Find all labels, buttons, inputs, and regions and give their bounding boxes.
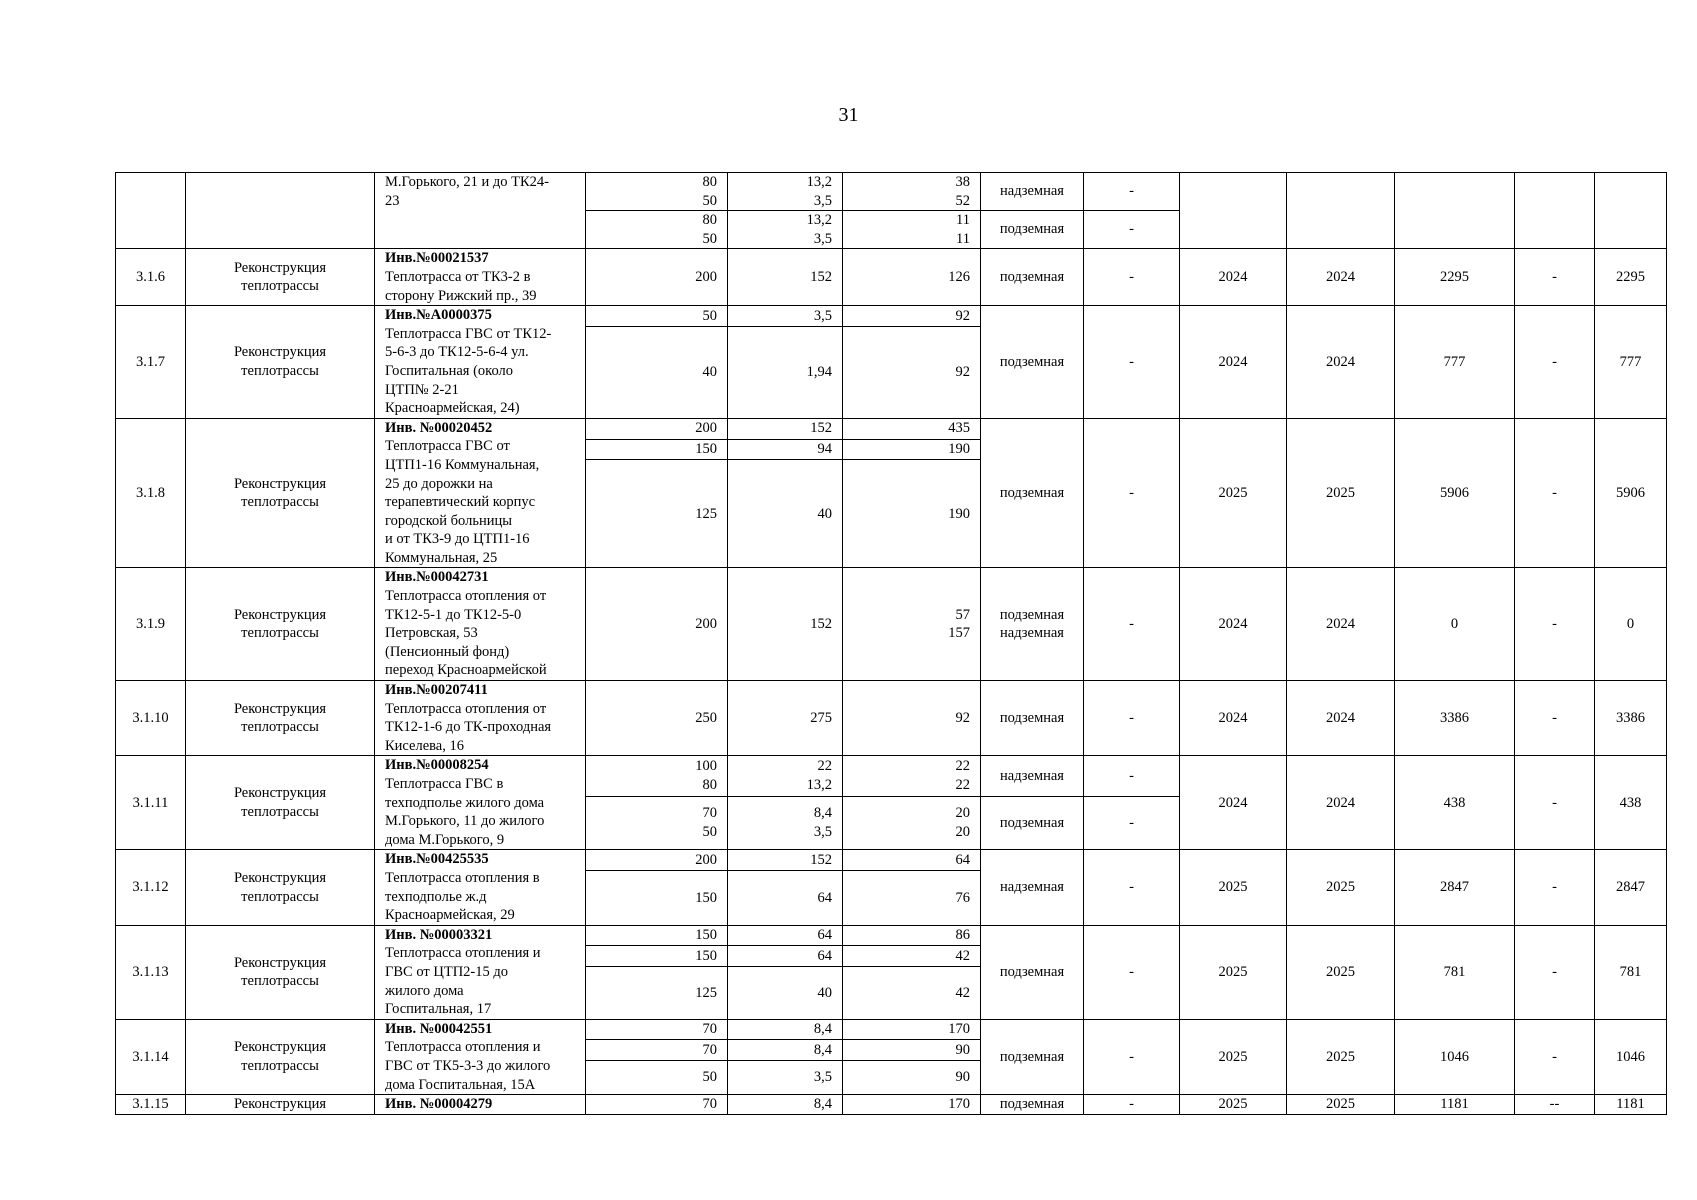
object-description [375, 418, 586, 568]
cost-value: 438 [1395, 756, 1515, 850]
diameter-value: 150 [586, 946, 728, 967]
length-value: 38 52 [843, 173, 981, 211]
start-year: 2024 [1180, 306, 1287, 419]
work-type: Реконструкция теплотрассы [186, 850, 375, 925]
length-value: 170 [843, 1095, 981, 1115]
work-type: Реконструкция теплотрассы [186, 249, 375, 306]
thickness-value: 8,4 [728, 1040, 843, 1061]
work-type: Реконструкция теплотрассы [186, 306, 375, 419]
dash-cell: - [1084, 1095, 1180, 1115]
object-description [375, 568, 586, 681]
item-number: 3.1.11 [116, 756, 186, 850]
end-year: 2025 [1287, 925, 1395, 1019]
dash-cell: - [1084, 681, 1180, 756]
diameter-value: 50 [586, 306, 728, 327]
total-value: 1181 [1595, 1095, 1667, 1115]
extra-value: -- [1515, 1095, 1595, 1115]
total-value [1595, 173, 1667, 249]
diameter-value: 80 50 [586, 173, 728, 211]
object-description [375, 850, 586, 925]
work-type: Реконструкция теплотрассы [186, 1019, 375, 1094]
extra-value: - [1515, 249, 1595, 306]
description-line: М.Горького, 21 и до ТК24- [385, 174, 550, 190]
description-line: 23 [385, 192, 400, 209]
length-value: 170 [843, 1019, 981, 1040]
table-row [116, 1095, 1667, 1115]
length-value: 435 [843, 418, 981, 439]
inventory-number: Инв.№А0000375 [385, 307, 492, 324]
start-year: 2025 [1180, 925, 1287, 1019]
diameter-value: 70 [586, 1019, 728, 1040]
description-line: жилого дома [385, 982, 464, 999]
start-year: 2024 [1180, 681, 1287, 756]
length-value: 90 [843, 1040, 981, 1061]
end-year: 2024 [1287, 681, 1395, 756]
description-line: 5-6-3 до ТК12-5-6-4 ул. [385, 344, 529, 361]
description-line: Теплотрасса отопления от [385, 700, 547, 717]
thickness-value: 152 [728, 249, 843, 306]
diameter-value: 200 [586, 568, 728, 681]
cost-value: 781 [1395, 925, 1515, 1019]
description-line: терапевтический корпус [385, 494, 536, 511]
thickness-value: 13,2 3,5 [728, 211, 843, 249]
laying-type: подземная [981, 1095, 1084, 1115]
dash-cell: - [1084, 925, 1180, 1019]
inventory-number: Инв.№00008254 [385, 757, 489, 774]
total-value: 2847 [1595, 850, 1667, 925]
length-value: 86 [843, 925, 981, 946]
laying-type: надземная [981, 173, 1084, 211]
inventory-number: Инв.№00425535 [385, 851, 489, 868]
length-value: 42 [843, 967, 981, 1020]
description-line: и от ТК3-9 до ЦТП1-16 [385, 531, 530, 548]
description-line: Красноармейская, 24) [385, 400, 520, 417]
length-value: 90 [843, 1061, 981, 1095]
start-year [1180, 173, 1287, 249]
extra-value: - [1515, 681, 1595, 756]
work-type [186, 173, 375, 249]
thickness-value: 275 [728, 681, 843, 756]
description-line: Теплотрасса от ТК3-2 в [385, 268, 531, 285]
length-value: 126 [843, 249, 981, 306]
description-line: техподполье жилого дома [385, 794, 545, 811]
diameter-value: 80 50 [586, 211, 728, 249]
table-row [116, 850, 1667, 871]
item-number [116, 173, 186, 249]
end-year: 2025 [1287, 850, 1395, 925]
diameter-value: 150 [586, 871, 728, 925]
cost-value: 0 [1395, 568, 1515, 681]
dash-cell: - [1084, 1019, 1180, 1094]
item-number: 3.1.12 [116, 850, 186, 925]
inventory-number: Инв. №00004279 [385, 1096, 493, 1113]
thickness-value: 152 [728, 850, 843, 871]
table-row [116, 249, 1667, 306]
laying-type: подземная надземная [981, 568, 1084, 681]
description-line: ГВС от ЦТП2-15 до [385, 963, 509, 980]
thickness-value: 64 [728, 871, 843, 925]
thickness-value: 13,2 3,5 [728, 173, 843, 211]
laying-type: подземная [981, 681, 1084, 756]
diameter-value: 50 [586, 1061, 728, 1095]
total-value: 5906 [1595, 418, 1667, 568]
laying-type: подземная [981, 306, 1084, 419]
description-line: переход Красноармейской [385, 662, 547, 679]
extra-value: - [1515, 418, 1595, 568]
total-value: 777 [1595, 306, 1667, 419]
description-line: ЦТП1-16 Коммунальная, [385, 456, 540, 473]
description-line: Коммунальная, 25 [385, 549, 498, 566]
length-value: 92 [843, 681, 981, 756]
thickness-value: 22 13,2 [728, 756, 843, 796]
description-line: Петровская, 53 [385, 625, 478, 642]
object-description [375, 925, 586, 1019]
description-line: Теплотрасса отопления и [385, 1039, 541, 1056]
thickness-value: 1,94 [728, 327, 843, 418]
diameter-value: 150 [586, 925, 728, 946]
diameter-value: 70 50 [586, 796, 728, 850]
diameter-value: 100 80 [586, 756, 728, 796]
end-year [1287, 173, 1395, 249]
inventory-number: Инв.№00207411 [385, 682, 488, 699]
table-row [116, 925, 1667, 946]
heat-network-table [115, 172, 1667, 1115]
inventory-number: Инв.№00042731 [385, 569, 489, 586]
description-line: М.Горького, 11 до жилого [385, 813, 545, 830]
description-line: Теплотрасса ГВС от [385, 438, 510, 455]
end-year: 2025 [1287, 1019, 1395, 1094]
description-line: ГВС от ТК5-3-3 до жилого [385, 1057, 551, 1074]
start-year: 2025 [1180, 418, 1287, 568]
description-line: Теплотрасса ГВС от ТК12- [385, 325, 552, 342]
description-line: Теплотрасса ГВС в [385, 776, 504, 792]
diameter-value: 200 [586, 850, 728, 871]
dash-cell: - [1084, 418, 1180, 568]
dash-cell: - [1084, 850, 1180, 925]
length-value: 76 [843, 871, 981, 925]
item-number: 3.1.7 [116, 306, 186, 419]
total-value: 1046 [1595, 1019, 1667, 1094]
item-number: 3.1.10 [116, 681, 186, 756]
description-line: Красноармейская, 29 [385, 907, 515, 924]
dash-cell: - [1084, 756, 1180, 796]
table-row [116, 173, 1667, 211]
diameter-value: 70 [586, 1040, 728, 1061]
cost-value: 1181 [1395, 1095, 1515, 1115]
description-line: сторону Рижский пр., 39 [385, 287, 537, 304]
work-type: Реконструкция теплотрассы [186, 756, 375, 850]
table-row [116, 418, 1667, 439]
diameter-value: 70 [586, 1095, 728, 1115]
description-line: ТК12-1-6 до ТК-проходная [385, 719, 552, 736]
cost-value [1395, 173, 1515, 249]
end-year: 2024 [1287, 249, 1395, 306]
description-line: городской больницы [385, 512, 512, 529]
start-year: 2025 [1180, 1095, 1287, 1115]
description-line: Киселева, 16 [385, 737, 464, 754]
start-year: 2024 [1180, 568, 1287, 681]
cost-value: 1046 [1395, 1019, 1515, 1094]
start-year: 2024 [1180, 756, 1287, 850]
diameter-value: 250 [586, 681, 728, 756]
description-line: Теплотрасса отопления и [385, 945, 541, 962]
object-description [375, 1095, 586, 1115]
end-year: 2024 [1287, 568, 1395, 681]
thickness-value: 40 [728, 967, 843, 1020]
laying-type: подземная [981, 418, 1084, 568]
laying-type: подземная [981, 796, 1084, 850]
thickness-value: 64 [728, 925, 843, 946]
work-type: Реконструкция теплотрассы [186, 568, 375, 681]
diameter-value: 150 [586, 439, 728, 460]
item-number: 3.1.6 [116, 249, 186, 306]
total-value: 2295 [1595, 249, 1667, 306]
total-value: 438 [1595, 756, 1667, 850]
laying-type: надземная [981, 850, 1084, 925]
item-number: 3.1.13 [116, 925, 186, 1019]
table-row [116, 306, 1667, 327]
inventory-number: Инв. №00042551 [385, 1020, 493, 1037]
start-year: 2025 [1180, 1019, 1287, 1094]
start-year: 2024 [1180, 249, 1287, 306]
extra-value: - [1515, 306, 1595, 419]
item-number: 3.1.8 [116, 418, 186, 568]
diameter-value: 125 [586, 967, 728, 1020]
object-description [375, 681, 586, 756]
thickness-value: 152 [728, 568, 843, 681]
object-description [375, 756, 586, 850]
extra-value: - [1515, 756, 1595, 850]
thickness-value: 152 [728, 418, 843, 439]
description-line: ЦТП№ 2-21 [385, 381, 459, 398]
description-line: дома М.Горького, 9 [385, 831, 505, 848]
work-type: Реконструкция теплотрассы [186, 418, 375, 568]
length-value: 11 11 [843, 211, 981, 249]
length-value: 42 [843, 946, 981, 967]
dash-cell: - [1084, 796, 1180, 850]
table-row [116, 756, 1667, 796]
object-description [375, 306, 586, 419]
thickness-value: 3,5 [728, 1061, 843, 1095]
work-type: Реконструкция теплотрассы [186, 925, 375, 1019]
laying-type: подземная [981, 249, 1084, 306]
description-line: Госпитальная, 17 [385, 1001, 492, 1018]
item-number: 3.1.15 [116, 1095, 186, 1115]
table-row [116, 568, 1667, 681]
length-value: 57 157 [843, 568, 981, 681]
cost-value: 2295 [1395, 249, 1515, 306]
item-number: 3.1.9 [116, 568, 186, 681]
dash-cell: - [1084, 173, 1180, 211]
description-line: Госпитальная (около [385, 362, 514, 379]
laying-type: подземная [981, 1019, 1084, 1094]
diameter-value: 200 [586, 249, 728, 306]
object-description [375, 173, 586, 249]
thickness-value: 64 [728, 946, 843, 967]
table-row [116, 1019, 1667, 1040]
length-value: 64 [843, 850, 981, 871]
extra-value: - [1515, 925, 1595, 1019]
diameter-value: 125 [586, 460, 728, 568]
description-line: Теплотрасса отопления в [385, 869, 540, 886]
diameter-value: 200 [586, 418, 728, 439]
cost-value: 5906 [1395, 418, 1515, 568]
length-value: 22 22 [843, 756, 981, 796]
extra-value: - [1515, 850, 1595, 925]
diameter-value: 40 [586, 327, 728, 418]
total-value: 3386 [1595, 681, 1667, 756]
cost-value: 777 [1395, 306, 1515, 419]
extra-value: - [1515, 1019, 1595, 1094]
start-year: 2025 [1180, 850, 1287, 925]
thickness-value: 8,4 3,5 [728, 796, 843, 850]
description-line: 25 до дорожки на [385, 475, 493, 492]
total-value: 0 [1595, 568, 1667, 681]
object-description [375, 1019, 586, 1094]
dash-cell: - [1084, 306, 1180, 419]
end-year: 2025 [1287, 418, 1395, 568]
length-value: 190 [843, 460, 981, 568]
thickness-value: 40 [728, 460, 843, 568]
laying-type: подземная [981, 925, 1084, 1019]
end-year: 2025 [1287, 1095, 1395, 1115]
length-value: 20 20 [843, 796, 981, 850]
cost-value: 3386 [1395, 681, 1515, 756]
inventory-number: Инв.№00021537 [385, 250, 489, 267]
description-line: техподполье ж.д [385, 888, 487, 905]
total-value: 781 [1595, 925, 1667, 1019]
thickness-value: 3,5 [728, 306, 843, 327]
item-number: 3.1.14 [116, 1019, 186, 1094]
description-line: ТК12-5-1 до ТК12-5-0 [385, 606, 522, 623]
thickness-value: 8,4 [728, 1095, 843, 1115]
inventory-number: Инв. №00003321 [385, 926, 493, 943]
work-type: Реконструкция теплотрассы [186, 681, 375, 756]
thickness-value: 8,4 [728, 1019, 843, 1040]
table-row [116, 681, 1667, 756]
inventory-number: Инв. №00020452 [385, 419, 493, 436]
cost-value: 2847 [1395, 850, 1515, 925]
description-line: Теплотрасса отопления от [385, 588, 547, 605]
end-year: 2024 [1287, 306, 1395, 419]
length-value: 190 [843, 439, 981, 460]
length-value: 92 [843, 327, 981, 418]
dash-cell: - [1084, 568, 1180, 681]
length-value: 92 [843, 306, 981, 327]
description-line: (Пенсионный фонд) [385, 643, 510, 660]
laying-type: подземная [981, 211, 1084, 249]
extra-value: - [1515, 568, 1595, 681]
thickness-value: 94 [728, 439, 843, 460]
page-number: 31 [838, 104, 859, 126]
dash-cell: - [1084, 249, 1180, 306]
laying-type: надземная [981, 756, 1084, 796]
end-year: 2024 [1287, 756, 1395, 850]
object-description [375, 249, 586, 306]
work-type: Реконструкция [186, 1095, 375, 1115]
extra-value [1515, 173, 1595, 249]
description-line: дома Госпитальная, 15А [385, 1076, 536, 1093]
dash-cell: - [1084, 211, 1180, 249]
